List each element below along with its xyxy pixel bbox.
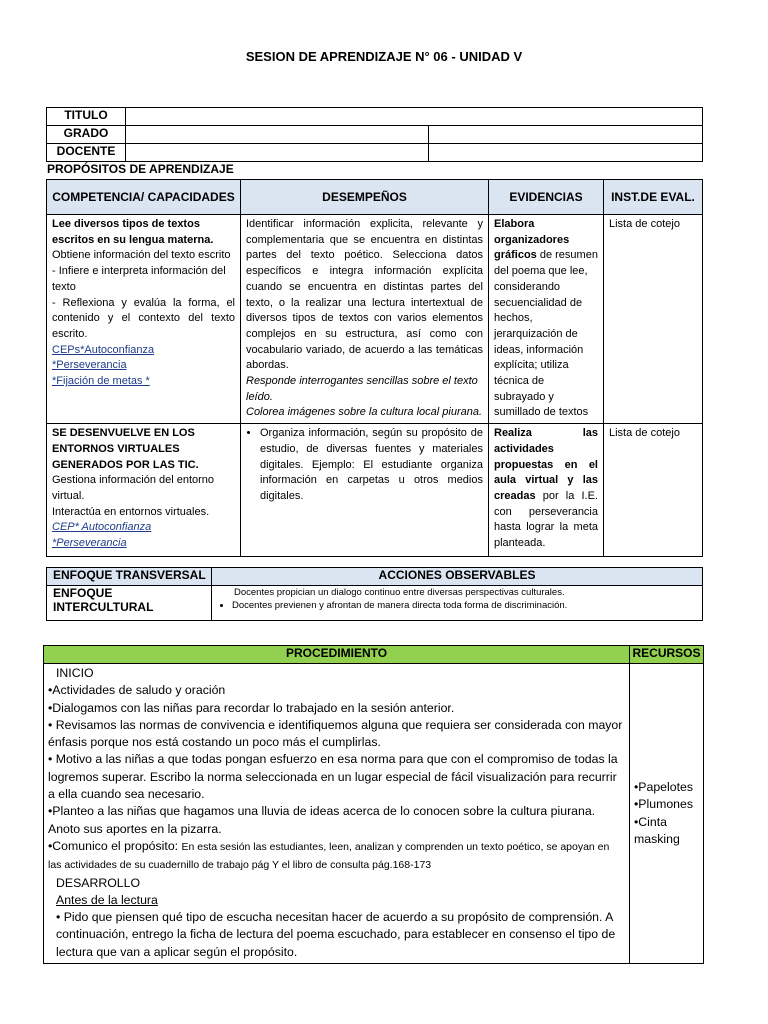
docente-extra[interactable]	[429, 144, 703, 162]
desempeno-cell	[241, 215, 489, 424]
competencia-title: SE DESENVUELVE EN LOS ENTORNOS VIRTUALES GENERADOS POR LAS TIC.	[52, 427, 199, 471]
col-recursos: RECURSOS	[630, 646, 704, 664]
capacidad: - Infiere e interpreta información del texto	[52, 265, 226, 293]
proposito-text: En esta sesión las estudiantes, leen, analizan y comprenden un texto poético, se apoyan en las actividades de su cuadernillo de trabajo pág Y el libro de consulta pág.168-173	[48, 840, 610, 872]
document-title: SESION DE APRENDIZAJE N° 06 - UNIDAD V	[245, 49, 523, 64]
col-instrumento: INST.DE EVAL.	[604, 180, 703, 215]
procedimiento-cell	[44, 664, 630, 964]
ceps-link[interactable]: *Perseverancia	[52, 359, 127, 372]
proposito-label: •Comunico el propósito:	[48, 838, 182, 853]
enfoque-table	[46, 567, 703, 621]
evidencia-cell	[489, 424, 604, 557]
evidencia-text: de resumen del poema que lee, considerando secuencialidad de hechos, jerarquización de ideas, información explícita; utiliza técnica de subrayado y sumillado de textos	[494, 249, 598, 419]
procedimiento-table	[43, 645, 704, 964]
ceps-link[interactable]: *Fijación de metas *	[52, 375, 150, 388]
evidencia-text: por la I.E. con perseverancia hasta lograr la meta planteada.	[494, 489, 598, 550]
ceps-link[interactable]: *Perseverancia	[52, 537, 127, 550]
col-procedimiento: PROCEDIMIENTO	[44, 646, 630, 664]
col-desempenos: DESEMPEÑOS	[241, 180, 489, 215]
ceps-link[interactable]: CEPs*Autoconfianza	[52, 343, 155, 356]
desempeno-text: Identificar información explicita, relevante y complementaria que se encuentra en distintas partes del texto poético. Selecciona datos específicos e integra información explícita cuando se encuentra en distintas partes del texto, o la realizar una lectura intertextual de diversos tipos de textos con varios elementos complejos en su estructura, así como con vocabulario variado, de acuerdo a las temáticas abordas.	[246, 218, 483, 372]
col-competencia: COMPETENCIA/ CAPACIDADES	[47, 180, 241, 215]
docente-label: DOCENTE	[47, 144, 126, 162]
desempeno-italic: Responde interrogantes sencillas sobre el texto leído.	[246, 375, 478, 403]
accion-item: • Docentes previenen y afrontan de manera directa toda forma de discriminación.	[232, 600, 702, 611]
evidencia-bold: Realiza las actividades propuestas en el aula virtual y las creadas	[494, 427, 598, 502]
proc-item: • Revisamos las normas de convivencia e identifiquemos alguna que requiera ser considerada con mayor énfasis porque nos está costando un poco más el cumplirlas.	[48, 717, 623, 750]
capacidad: Gestiona información del entorno virtual.	[52, 474, 215, 502]
table-row	[47, 424, 703, 557]
grado-label: GRADO	[47, 126, 126, 144]
instrumento-cell: Lista de cotejo	[604, 215, 703, 424]
competencia-cell	[47, 215, 241, 424]
competencias-table	[46, 179, 703, 557]
evidencia-bold: Elabora organizadores gráficos	[494, 218, 570, 262]
grado-value[interactable]	[126, 126, 429, 144]
desempeno-cell	[241, 424, 489, 557]
desempeno-text: • Organiza información, según su propósito de estudio, de diversas fuentes y materiales digitales. Ejemplo: El estudiante organiza información en carpetas u otros medios digitales.	[260, 426, 483, 505]
proc-item: •Actividades de saludo y oración	[48, 683, 226, 698]
titulo-value[interactable]	[126, 108, 703, 126]
col-evidencias: EVIDENCIAS	[489, 180, 604, 215]
accion-item: Docentes propician un dialogo continuo entre diversas perspectivas culturales.	[234, 587, 565, 598]
ceps-link[interactable]: CEP* Autoconfianza	[52, 521, 152, 534]
proc-item: •Dialogamos con las niñas para recordar lo trabajado en la sesión anterior.	[48, 700, 455, 715]
col-enfoque: ENFOQUE TRANSVERSAL	[47, 568, 212, 586]
capacidad: - Reflexiona y evalúa la forma, el contenido y el contexto del texto escrito.	[52, 296, 235, 340]
propositos-label: PROPÓSITOS DE APRENDIZAJE	[47, 162, 234, 176]
proposito-item	[48, 838, 625, 875]
docente-value[interactable]	[126, 144, 429, 162]
competencia-title: Lee diversos tipos de textos escritos en su lengua materna.	[52, 218, 214, 246]
capacidad: Interactúa en entornos virtuales.	[52, 505, 210, 518]
competencia-cell	[47, 424, 241, 557]
titulo-label: TITULO	[47, 108, 126, 126]
antes-lectura-heading: Antes de la lectura	[56, 892, 158, 907]
proc-item: • Motivo a las niñas a que todas pongan esfuerzo en esa norma para que con el compromiso de todas la logremos superar. Escribo la norma seleccionada en un lugar especial de fácil visualización para recurrir a ella cuando sea necesario.	[48, 752, 618, 802]
evidencia-cell	[489, 215, 604, 424]
proc-item: •Planteo a las niñas que hagamos una lluvia de ideas acerca de lo conocen sobre la cultura piurana. Anoto sus aportes en la pizarra.	[48, 804, 596, 836]
acciones-cell	[212, 586, 703, 621]
desarrollo-heading: DESARROLLO	[56, 875, 141, 890]
proc-item: • Pido que piensen qué tipo de escucha necesitan hacer de acuerdo a su propósito de comprensión. A continuación, entrego la ficha de lectura del poema escuchado, para establecer en consenso el tipo de lectura que van a aplicar según el propósito.	[56, 910, 616, 959]
desempeno-italic: Colorea imágenes sobre la cultura local piurana.	[246, 406, 483, 419]
recurso-item: •Cinta masking	[634, 814, 680, 846]
header-table	[46, 107, 703, 162]
col-acciones: ACCIONES OBSERVABLES	[212, 568, 703, 586]
inicio-heading: INICIO	[56, 666, 94, 680]
recursos-cell	[630, 664, 704, 964]
capacidad: Obtiene información del texto escrito	[52, 249, 231, 262]
recurso-item: •Plumones	[634, 797, 693, 811]
grado-extra[interactable]	[429, 126, 703, 144]
instrumento-cell: Lista de cotejo	[604, 424, 703, 557]
enfoque-name: ENFOQUE INTERCULTURAL	[47, 586, 212, 621]
recurso-item: •Papelotes	[634, 779, 693, 794]
table-row	[47, 215, 703, 424]
